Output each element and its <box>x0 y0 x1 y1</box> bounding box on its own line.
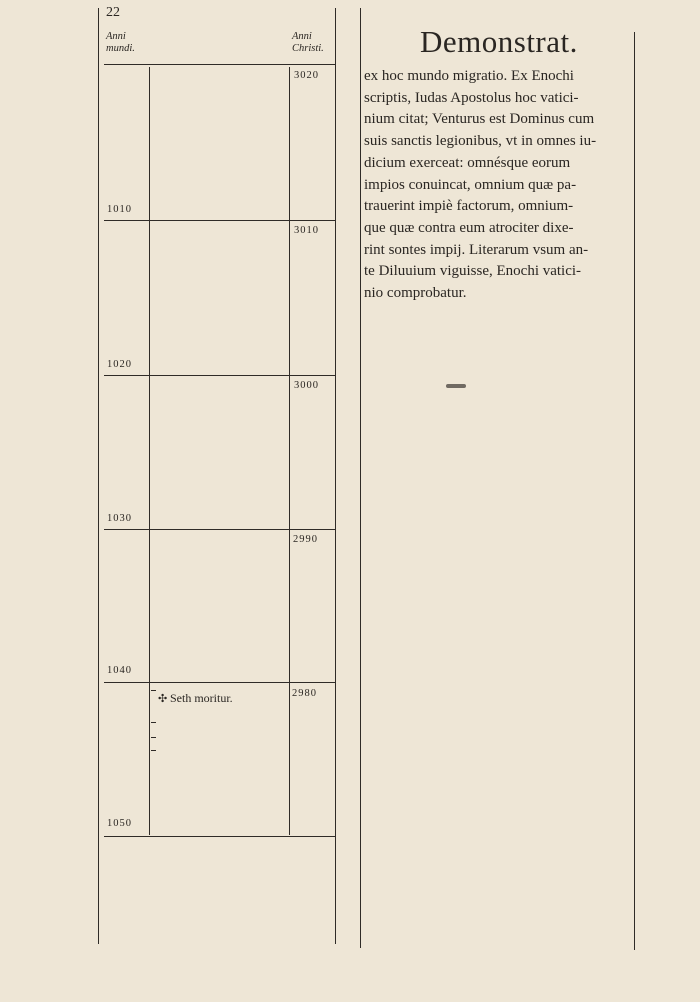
body-line: trauerint impiè factorum, omnium- <box>364 198 574 215</box>
body-line: ex hoc mundo migratio. Ex Enochi <box>364 68 574 84</box>
anni-christi-header-line2: Christi. <box>292 43 324 54</box>
body-line: nio comprobatur. <box>364 285 467 302</box>
year-mundi: 1010 <box>107 204 132 215</box>
anni-christi-header <box>292 31 324 55</box>
note-marker: ✣ <box>158 693 168 705</box>
year-christi: 3010 <box>294 225 319 236</box>
body-line: rint sontes impij. Literarum vsum an- <box>364 241 589 258</box>
row-rule <box>104 529 335 530</box>
body-line: que quæ contra eum atrociter dixe- <box>364 219 574 236</box>
tick-mark <box>151 690 156 691</box>
body-line: dicium exerceat: omnésque eorum <box>364 154 571 171</box>
ink-smudge <box>446 384 466 388</box>
body-text <box>364 66 638 305</box>
inner-right-column-rule <box>289 67 290 835</box>
page-number: 22 <box>106 5 120 20</box>
row-rule <box>104 836 335 837</box>
year-christi: 2990 <box>293 534 318 545</box>
event-note: Seth moritur. <box>170 691 233 705</box>
anni-christi-header-line1: Anni <box>292 31 312 42</box>
body-line: suis sanctis legionibus, vt in omnes iu- <box>364 133 597 150</box>
year-mundi: 1050 <box>107 818 132 829</box>
row-rule <box>104 220 335 221</box>
anni-mundi-header-line1: Anni <box>106 31 126 42</box>
tick-mark <box>151 722 156 723</box>
tick-mark <box>151 737 156 738</box>
body-line: scriptis, Iudas Apostolus hoc vatici- <box>364 89 579 106</box>
inner-left-column-rule <box>149 67 150 835</box>
year-mundi: 1020 <box>107 359 132 370</box>
year-christi: 2980 <box>292 688 317 699</box>
tick-mark <box>151 750 156 751</box>
header-rule <box>104 64 335 65</box>
text-left-rule <box>360 8 361 948</box>
section-title: Demonstrat. <box>420 24 578 59</box>
year-christi: 3000 <box>294 380 319 391</box>
body-line: te Diluuium viguisse, Enochi vatici- <box>364 263 582 280</box>
row-rule <box>104 682 335 683</box>
outer-left-rule <box>98 8 99 944</box>
anni-mundi-header-line2: mundi. <box>106 43 135 54</box>
year-mundi: 1040 <box>107 665 132 676</box>
year-mundi: 1030 <box>107 513 132 524</box>
body-line: impios conuincat, omnium quæ pa- <box>364 176 577 193</box>
chronology-right-rule <box>335 8 336 944</box>
year-christi: 3020 <box>294 70 319 81</box>
row-rule <box>104 375 335 376</box>
body-line: nium citat; Venturus est Dominus cum <box>364 111 595 128</box>
anni-mundi-header <box>106 31 135 55</box>
